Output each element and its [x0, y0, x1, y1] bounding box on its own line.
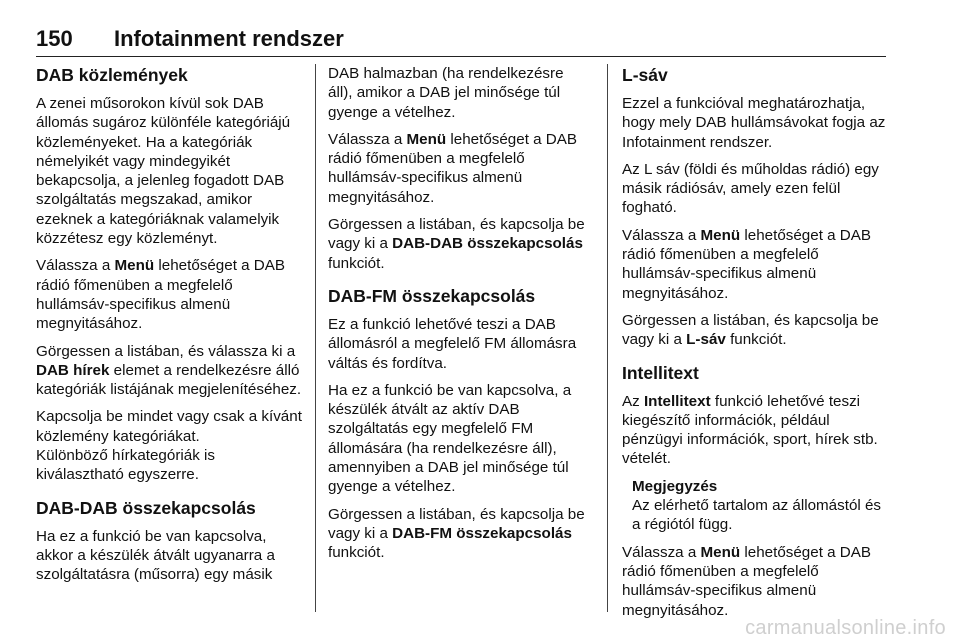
watermark: carmanualsonline.info: [745, 617, 946, 639]
heading-dab-dab: DAB-DAB összekapcsolás: [36, 497, 256, 518]
dab-dab-term: DAB-DAB összekapcsolás: [392, 235, 583, 253]
paragraph: Válassza a Menü lehetőséget a DAB rádió főmenüben a megfelelő hullámsáv-specifikus almenü megnyitásához.: [622, 226, 872, 302]
note-text: Az elérhető tartalom az állomástól és a régiótól függ.: [632, 497, 882, 534]
heading-dab-messages: DAB közlemények: [36, 65, 188, 85]
paragraph: Ezzel a funkcióval meghatározhatja, hogy mely DAB hullámsávokat fogja az Infotainment rendszer.: [622, 95, 886, 151]
l-band-term: L-sáv: [686, 331, 726, 349]
paragraph: Ha ez a funkció be van kapcsolva, a készülék átvált az aktív DAB szolgáltatás egy megfelelő FM állomására (ha rendelkezésre áll), amennyiben a DAB jel minősége túl gyenge a vételhez.: [328, 381, 572, 496]
menu-term: Menü: [700, 226, 741, 244]
paragraph: Görgessen a listában, és válassza ki a DAB hírek elemet a rendelkezésre álló kategóriák listájának megjelenítéséhez.: [36, 342, 302, 399]
paragraph: Görgessen a listában, és kapcsolja be vagy ki a DAB-DAB összekapcsolás funkciót.: [328, 216, 585, 272]
paragraph: Válassza a Menü lehetőséget a DAB rádió főmenüben a megfelelő hullámsáv-specifikus almenü megnyitásához.: [622, 543, 872, 619]
paragraph: Válassza a Menü lehetőséget a DAB rádió főmenüben a megfelelő hullámsáv-specifikus almenü megnyitásához.: [328, 130, 578, 206]
page-header: [36, 26, 886, 57]
paragraph: Görgessen a listában, és kapcsolja be vagy ki a L-sáv funkciót.: [622, 311, 879, 349]
note-title: Megjegyzés: [632, 477, 718, 495]
note-box: [632, 477, 888, 535]
heading-dab-fm: DAB-FM összekapcsolás: [328, 285, 536, 306]
column-divider-1: [315, 64, 316, 612]
column-divider-2: [607, 64, 608, 612]
menu-term: Menü: [114, 257, 155, 275]
menu-term: Menü: [700, 543, 741, 561]
menu-term: Menü: [406, 130, 447, 148]
heading-l-band: L-sáv: [622, 65, 668, 85]
paragraph: Ha ez a funkció be van kapcsolva, akkor a készülék átvált ugyanarra a szolgáltatásra (műsorra) egy másik: [36, 527, 275, 584]
paragraph: Ez a funkció lehetővé teszi a DAB állomásról a megfelelő FM állomásra váltás és fordítva.: [328, 315, 577, 372]
paragraph: Az Intellitext funkció lehetővé teszi kiegészítő információk, például pénzügyi információk, sport, hírek stb. vételét.: [622, 392, 878, 468]
page-title: Infotainment rendszer: [114, 26, 344, 51]
paragraph: DAB halmazban (ha rendelkezésre áll), amikor a DAB jel minősége túl gyenge a vételhez.: [328, 65, 564, 121]
paragraph: Görgessen a listában, és kapcsolja be vagy ki a DAB-FM összekapcsolás funkciót.: [328, 505, 585, 562]
paragraph: Kapcsolja be mindet vagy csak a kívánt közlemény kategóriákat.: [36, 408, 302, 445]
page-number: 150: [36, 26, 73, 51]
dab-news-term: DAB hírek: [36, 361, 110, 379]
column-2: [328, 64, 592, 571]
heading-intellitext: Intellitext: [622, 362, 699, 383]
dab-fm-term: DAB-FM összekapcsolás: [392, 524, 572, 542]
paragraph: Az L sáv (földi és műholdas rádió) egy másik rádiósáv, amely ezen felül fogható.: [622, 160, 879, 217]
paragraph: Válassza a Menü lehetőséget a DAB rádió főmenüben a megfelelő hullámsáv-specifikus almenü megnyitásához.: [36, 257, 286, 333]
intellitext-term: Intellitext: [643, 392, 711, 410]
paragraph: Különböző hírkategóriák is kiválasztható egyszerre.: [36, 447, 215, 484]
column-1: [36, 64, 304, 593]
column-3: [622, 64, 888, 628]
paragraph: A zenei műsorokon kívül sok DAB állomás sugároz különféle kategóriájú közleményeket. Ha a kategóriák némelyikét vagy mindegyikét bekapcsolja, a jelenleg fogadott DAB szolgáltatás megszakad, amikor ezeknek a kategóriáknak valamelyik közzétesz egy közleményt.: [36, 95, 291, 248]
